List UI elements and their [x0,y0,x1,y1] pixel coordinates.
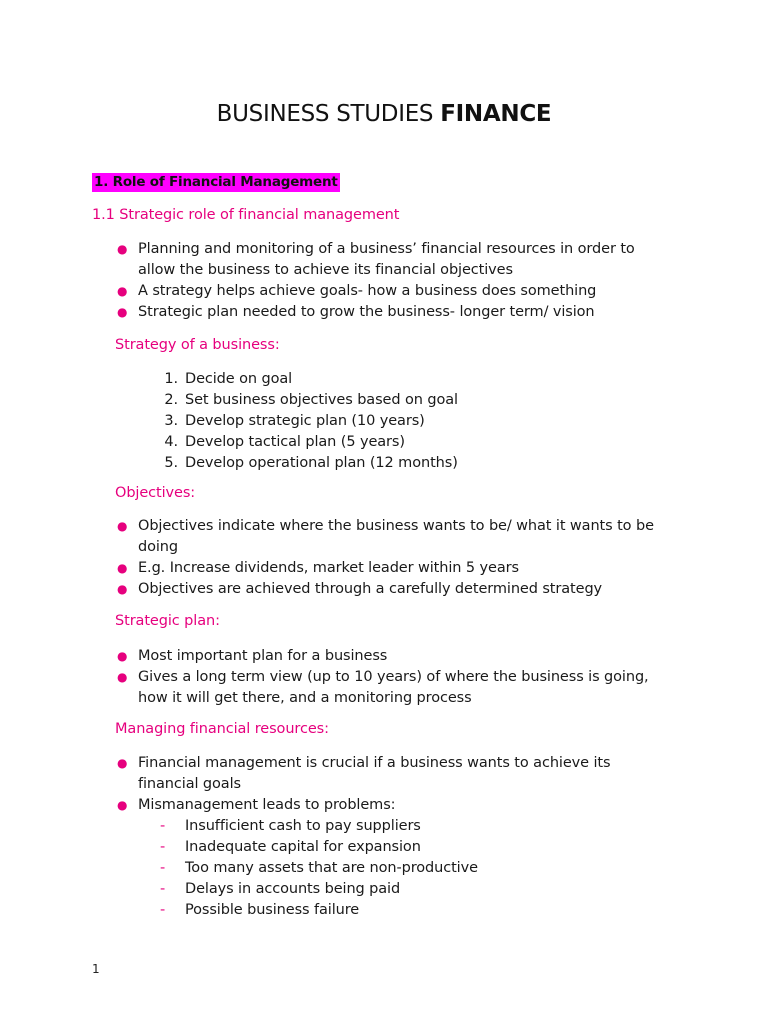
bullet-icon: ● [117,798,128,812]
list-item: ● Mismanagement leads to problems: [115,795,675,816]
list-item: ● Gives a long term view (up to 10 years) of where the business is going, how it will get there, and a monitoring process [117,669,649,706]
dash-icon: - [160,860,166,876]
section-heading: 1. Role of Financial Management [94,174,338,190]
bullet-icon: ● [117,561,128,575]
managing-bullet-list [115,753,675,816]
strategy-heading: Strategy of a business: [115,337,280,353]
objectives-bullet-list [115,516,675,600]
list-item: 4. Develop tactical plan (5 years) [164,434,405,450]
bullet-icon: ● [117,582,128,596]
strategic-plan-heading: Strategic plan: [115,613,220,629]
problems-list [160,816,620,921]
list-item: 2. Set business objectives based on goal [164,392,458,408]
bullet-icon: ● [117,242,128,256]
bullet-icon: ● [117,670,128,684]
list-item: ● Financial management is crucial if a business wants to achieve its financial goals [117,755,611,792]
strategic-plan-bullet-list [115,646,675,709]
title-regular: BUSINESS STUDIES [216,101,441,127]
bullet-icon: ● [117,756,128,770]
bullet-icon: ● [117,284,128,298]
dash-icon: - [160,818,166,834]
list-item: - Too many assets that are non-productive [160,858,620,879]
list-item: 3. Develop strategic plan (10 years) [164,413,425,429]
strategy-step-list [160,369,620,474]
list-item: - Inadequate capital for expansion [160,837,620,858]
page-number: 1 [92,962,100,976]
managing-heading: Managing financial resources: [115,721,329,737]
list-item: - Possible business failure [160,900,620,921]
dash-icon: - [160,839,166,855]
list-item: ● Objectives are achieved through a carefully determined strategy [115,579,675,600]
list-item: 5. Develop operational plan (12 months) [164,455,458,471]
bullet-icon: ● [117,519,128,533]
subsection-heading: 1.1 Strategic role of financial management [92,207,400,223]
list-item: ● Strategic plan needed to grow the business- longer term/ vision [115,302,675,323]
document-title [0,101,768,127]
list-item: 1. Decide on goal [164,371,293,387]
list-item: - Insufficient cash to pay suppliers [160,816,620,837]
list-item: ● E.g. Increase dividends, market leader within 5 years [115,558,675,579]
dash-icon: - [160,902,166,918]
dash-icon: - [160,881,166,897]
bullet-icon: ● [117,649,128,663]
list-item: ● A strategy helps achieve goals- how a business does something [115,281,675,302]
list-item: ● Objectives indicate where the business wants to be/ what it wants to be doing [117,518,654,555]
title-bold: FINANCE [440,101,552,127]
list-item: ● Planning and monitoring of a business’ financial resources in order to allow the business to achieve its financial objectives [117,241,635,278]
intro-bullet-list [115,239,675,323]
list-item: - Delays in accounts being paid [160,879,620,900]
bullet-icon: ● [117,305,128,319]
objectives-heading: Objectives: [115,485,196,501]
list-item: ● Most important plan for a business [115,646,675,667]
